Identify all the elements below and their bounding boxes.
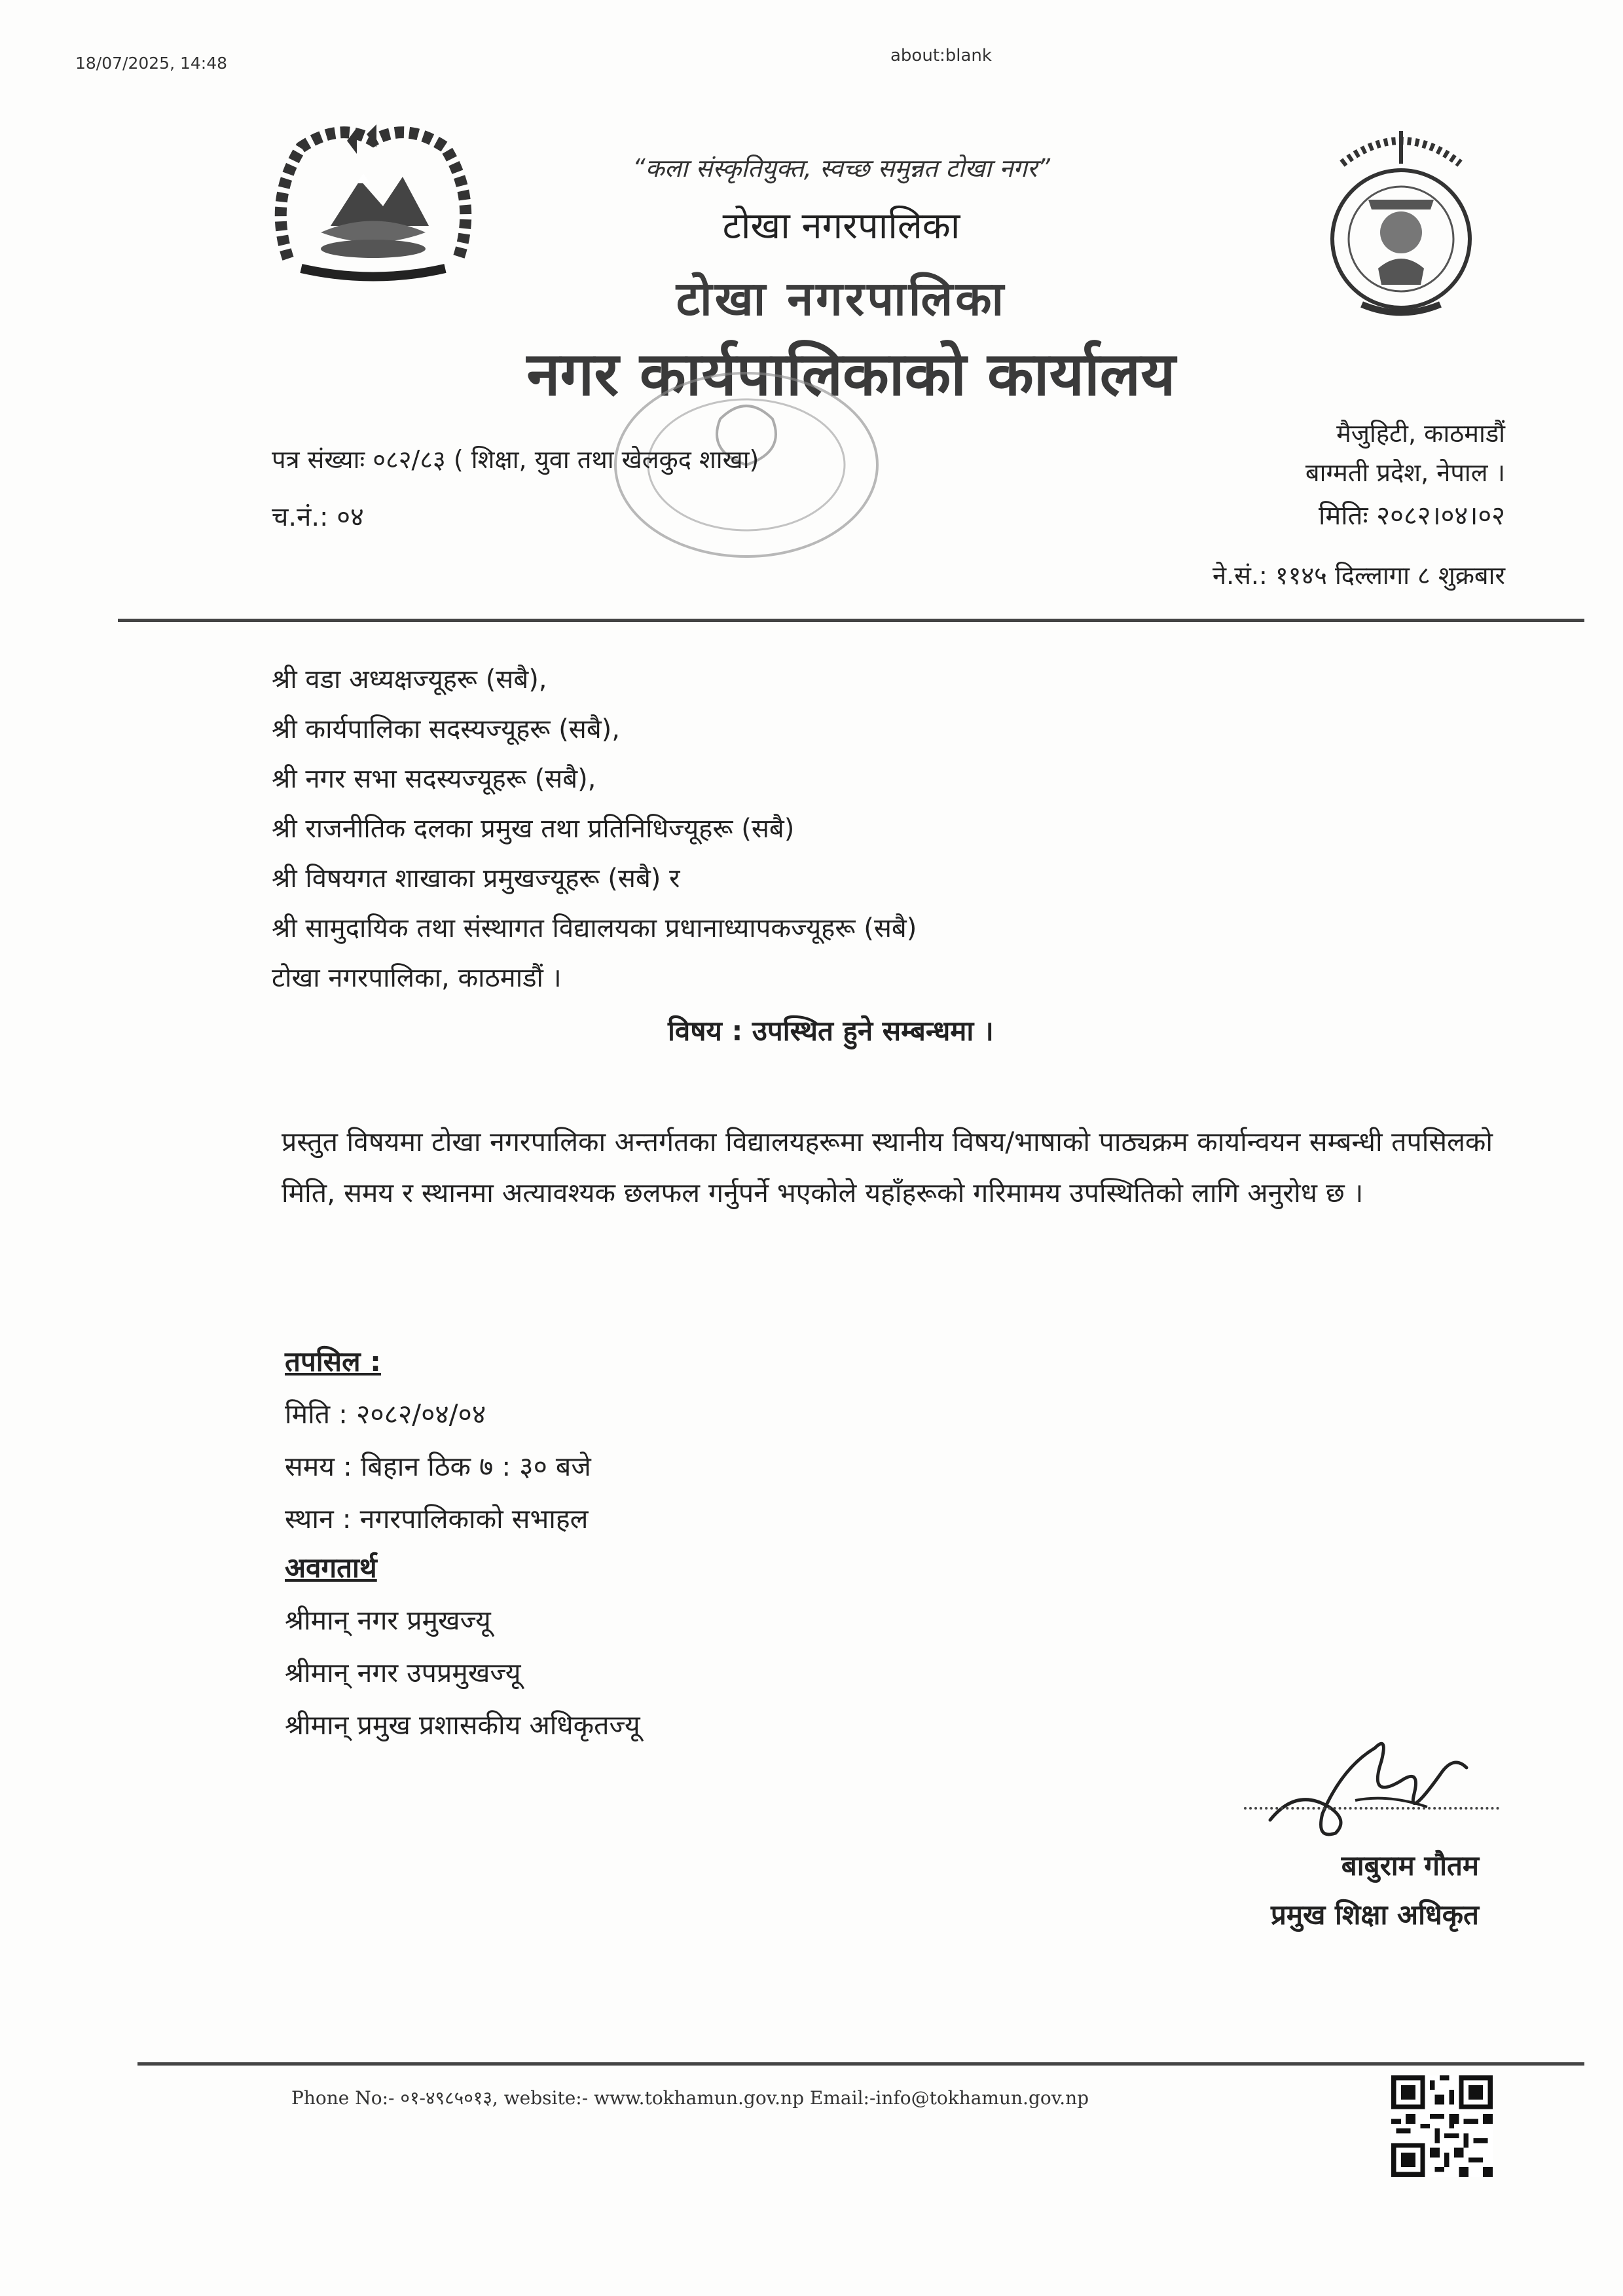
footer-contact: Phone No:- ०१-४९८५०१३, website:- www.tokhamun.gov.np Email:-info@tokhamun.gov.np xyxy=(291,2087,1089,2109)
letter-date: मितिः २०८२।०४।०२ xyxy=(1319,501,1505,531)
nepal-sambat-date: ने.सं.: ११४५ दिल्लागा ८ शुक्रबार xyxy=(1213,561,1505,590)
footer-divider xyxy=(137,2062,1584,2066)
browser-datetime: 18/07/2025, 14:48 xyxy=(75,54,228,73)
recipient-item: श्री नगर सभा सदस्यज्यूहरू (सबै), xyxy=(272,764,596,794)
cc-list xyxy=(285,1594,640,1751)
header-divider xyxy=(118,619,1584,622)
cc-heading: अवगतार्थ xyxy=(285,1552,377,1584)
browser-url: about:blank xyxy=(890,46,992,65)
qr-code-icon xyxy=(1391,2075,1493,2177)
signature-line xyxy=(1244,1807,1499,1810)
recipient-list xyxy=(272,655,917,1003)
recipient-item: श्री राजनीतिक दलका प्रमुख तथा प्रतिनिधिज्यूहरू (सबै) xyxy=(272,814,795,844)
details-time: समय : बिहान ठिक ७ : ३० बजे xyxy=(285,1451,591,1482)
recipient-item: टोखा नगरपालिका, काठमाडौं । xyxy=(272,963,562,993)
tokha-municipality-logo-icon xyxy=(1316,118,1486,321)
cc-item: श्रीमान् नगर प्रमुखज्यू xyxy=(285,1605,491,1636)
municipality-name-stylized: टोखा नगरपालिका xyxy=(676,271,1007,326)
dispatch-number: च.नं.: ०४ xyxy=(272,502,364,532)
details-date: मिति : २०८२/०४/०४ xyxy=(285,1398,486,1430)
address-line-1: मैजुहिटी, काठमाडौं xyxy=(1336,419,1505,448)
slogan: “कला संस्कृतियुक्त, स्वच्छ समुन्नत टोखा नगर” xyxy=(632,154,1051,183)
recipient-item: श्री सामुदायिक तथा संस्थागत विद्यालयका प्रधानाध्यापकज्यूहरू (सबै) xyxy=(272,913,917,943)
recipient-item: श्री विषयगत शाखाका प्रमुखज्यूहरू (सबै) र xyxy=(272,864,680,894)
nepal-national-emblem-icon xyxy=(262,115,484,285)
office-name: नगर कार्यपालिकाको कार्यालय xyxy=(526,339,1176,409)
cc-item: श्रीमान् प्रमुख प्रशासकीय अधिकृतज्यू xyxy=(285,1709,640,1741)
letter-body: प्रस्तुत विषयमा टोखा नगरपालिका अन्तर्गतका विद्यालयहरूमा स्थानीय विषय/भाषाको पाठ्यक्रम कार्यान्वयन सम्बन्धी तपसिलको मिति, समय र स्थानमा अत्यावश्यक छलफल गर्नुपर्ने भएकोले यहाँहरूको गरिमामय उपस्थितिको लागि अनुरोध छ । xyxy=(282,1126,1493,1209)
letter-subject: विषय : उपस्थित हुने सम्बन्धमा । xyxy=(668,1015,994,1047)
details-heading: तपसिल : xyxy=(285,1345,381,1377)
address-line-2: बाग्मती प्रदेश, नेपाल । xyxy=(1305,458,1505,487)
details-list xyxy=(285,1388,591,1545)
municipality-name: टोखा नगरपालिका xyxy=(722,205,960,247)
details-place: स्थान : नगरपालिकाको सभाहल xyxy=(285,1503,589,1535)
signatory-title: प्रमुख शिक्षा अधिकृत xyxy=(1270,1899,1479,1931)
handwritten-signature xyxy=(1257,1709,1480,1853)
letter-reference-number: पत्र संख्याः ०८२/८३ ( शिक्षा, युवा तथा खेलकुद शाखा) xyxy=(272,445,759,474)
recipient-item: श्री कार्यपालिका सदस्यज्यूहरू (सबै), xyxy=(272,714,620,744)
signatory-name: बाबुराम गौतम xyxy=(1341,1850,1479,1882)
cc-item: श्रीमान् नगर उपप्रमुखज्यू xyxy=(285,1657,521,1688)
recipient-item: श्री वडा अध्यक्षज्यूहरू (सबै), xyxy=(272,665,547,695)
